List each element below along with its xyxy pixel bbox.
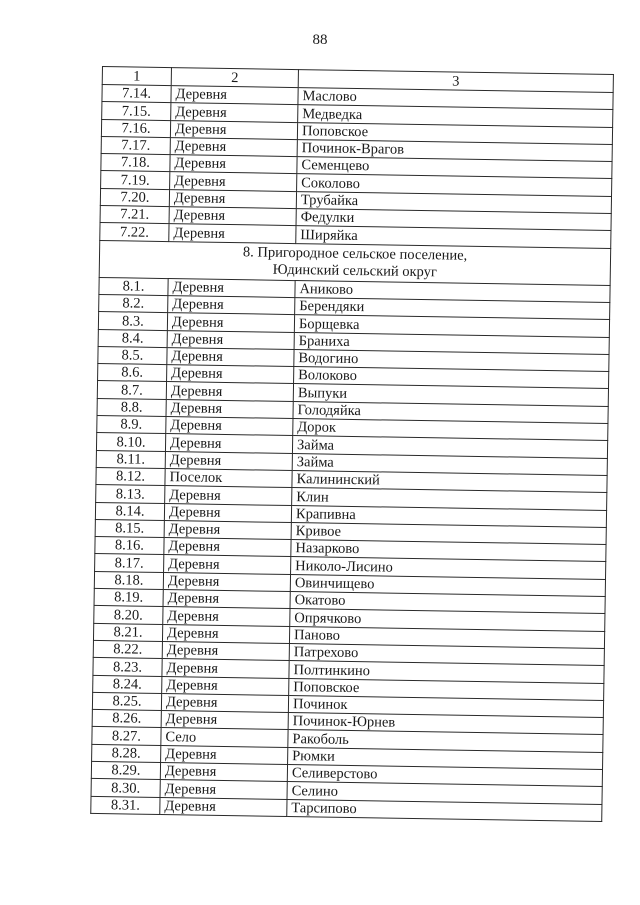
row-number-cell: 8.8. — [97, 398, 166, 416]
settlement-type-cell: Деревня — [160, 762, 287, 781]
settlement-type-cell: Деревня — [167, 347, 294, 366]
settlement-type-cell: Деревня — [165, 486, 292, 505]
row-number-cell: 8.2. — [99, 294, 168, 312]
settlement-name-cell: Клин — [292, 488, 607, 510]
settlement-name-cell: Селиверстово — [287, 764, 602, 786]
row-number-cell: 8.19. — [94, 588, 163, 606]
row-number-cell: 8.21. — [93, 623, 162, 641]
row-number-cell: 8.30. — [91, 779, 160, 797]
settlement-type-cell: Деревня — [161, 711, 288, 730]
row-number-cell: 7.14. — [102, 85, 171, 103]
row-number-cell: 8.23. — [93, 658, 162, 676]
settlement-type-cell: Деревня — [164, 503, 291, 522]
settlement-type-cell: Деревня — [162, 641, 289, 660]
settlement-type-cell: Деревня — [165, 451, 292, 470]
settlement-name-cell: Берендяки — [295, 298, 610, 320]
row-number-cell: 7.16. — [101, 119, 170, 137]
settlement-name-cell: Тарсипово — [287, 799, 602, 821]
settlement-name-cell: Семенцево — [297, 157, 612, 179]
settlement-name-cell: Селино — [287, 782, 602, 804]
settlement-type-cell: Деревня — [167, 330, 294, 349]
settlement-name-cell: Калининский — [292, 470, 607, 492]
row-number-cell: 8.13. — [96, 485, 165, 503]
settlement-name-cell: Голодяйка — [293, 401, 608, 423]
settlement-type-cell: Деревня — [170, 155, 297, 174]
settlement-type-cell: Деревня — [167, 365, 294, 384]
settlement-name-cell: Овинчищево — [290, 574, 605, 596]
row-number-cell: 8.22. — [93, 640, 162, 658]
settlement-type-cell: Деревня — [170, 172, 297, 191]
settlement-name-cell: Починок-Юрнев — [288, 713, 603, 735]
row-number-cell: 8.11. — [96, 450, 165, 468]
row-number-cell: 8.16. — [95, 537, 164, 555]
row-number-cell: 8.27. — [92, 727, 161, 745]
settlement-type-cell: Деревня — [171, 103, 298, 122]
settlement-name-cell: Полтинкино — [289, 661, 604, 683]
settlement-type-cell: Деревня — [162, 676, 289, 695]
row-number-cell: 7.18. — [101, 154, 170, 172]
settlement-name-cell: Волоково — [294, 367, 609, 389]
settlement-name-cell: Маслово — [298, 88, 613, 110]
settlement-type-cell: Деревня — [166, 399, 293, 418]
settlement-type-cell: Деревня — [167, 313, 294, 332]
row-number-cell: 7.17. — [101, 136, 170, 154]
row-number-cell: 7.19. — [101, 171, 170, 189]
row-number-cell: 8.3. — [98, 312, 167, 330]
settlement-type-cell: Деревня — [168, 278, 295, 297]
settlement-name-cell: Браниха — [294, 332, 609, 354]
settlement-name-cell: Займа — [292, 436, 607, 458]
settlement-type-cell: Деревня — [162, 624, 289, 643]
settlement-type-cell: Деревня — [169, 189, 296, 208]
row-number-cell: 8.12. — [96, 467, 165, 485]
row-number-cell: 8.9. — [97, 416, 166, 434]
row-number-cell: 8.24. — [93, 675, 162, 693]
row-number-cell: 7.20. — [100, 188, 169, 206]
row-number-cell: 7.22. — [100, 223, 169, 241]
section-title-line-2: Юдинский сельский округ — [272, 261, 437, 280]
settlement-name-cell: Починок-Врагов — [297, 139, 612, 161]
settlement-name-cell: Борщевка — [294, 315, 609, 337]
settlement-name-cell: Кривое — [291, 522, 606, 544]
settlement-name-cell: Рюмки — [288, 747, 603, 769]
settlement-type-cell: Деревня — [164, 555, 291, 574]
column-header-1: 1 — [102, 67, 171, 86]
settlement-name-cell: Николо-Лисино — [291, 557, 606, 579]
settlement-type-cell: Деревня — [160, 797, 287, 816]
row-number-cell: 8.17. — [95, 554, 164, 572]
settlement-name-cell: Окатово — [290, 592, 605, 614]
settlement-name-cell: Соколово — [297, 174, 612, 196]
settlement-type-cell: Деревня — [166, 382, 293, 401]
row-number-cell: 8.20. — [94, 606, 163, 624]
settlement-name-cell: Назарково — [291, 540, 606, 562]
row-number-cell: 8.5. — [98, 346, 167, 364]
settlement-type-cell: Деревня — [161, 745, 288, 764]
row-number-cell: 7.15. — [102, 102, 171, 120]
settlement-type-cell: Деревня — [164, 538, 291, 557]
row-number-cell: 8.6. — [98, 364, 167, 382]
settlement-type-cell: Деревня — [171, 86, 298, 105]
column-header-3: 3 — [298, 70, 613, 93]
settlement-type-cell: Деревня — [169, 224, 296, 243]
settlement-type-cell: Деревня — [160, 780, 287, 799]
settlement-name-cell: Крапивна — [291, 505, 606, 527]
row-number-cell: 7.21. — [100, 206, 169, 224]
settlement-type-cell: Деревня — [162, 659, 289, 678]
settlement-name-cell: Починок — [288, 695, 603, 717]
settlement-type-cell: Поселок — [165, 468, 292, 487]
row-number-cell: 8.1. — [99, 277, 168, 295]
settlement-name-cell: Трубайка — [296, 191, 611, 213]
settlements-table — [90, 66, 614, 822]
row-number-cell: 8.31. — [91, 796, 160, 814]
settlement-name-cell: Поповское — [289, 678, 604, 700]
settlement-type-cell: Деревня — [170, 137, 297, 156]
settlement-type-cell: Деревня — [163, 590, 290, 609]
section-title-line-1: 8. Пригородное сельское поселение, — [242, 243, 468, 264]
settlement-type-cell: Деревня — [169, 207, 296, 226]
settlement-name-cell: Выпуки — [293, 384, 608, 406]
settlement-type-cell: Деревня — [164, 520, 291, 539]
settlement-name-cell: Ширяйка — [296, 226, 611, 248]
row-number-cell: 8.25. — [92, 692, 161, 710]
settlement-type-cell: Деревня — [161, 693, 288, 712]
settlement-type-cell: Деревня — [163, 572, 290, 591]
row-number-cell: 8.7. — [97, 381, 166, 399]
settlement-type-cell: Деревня — [168, 296, 295, 315]
settlement-name-cell: Займа — [292, 453, 607, 475]
settlement-type-cell: Деревня — [166, 417, 293, 436]
settlement-name-cell: Паново — [289, 626, 604, 648]
settlement-name-cell: Ракоболь — [288, 730, 603, 752]
settlement-type-cell: Деревня — [163, 607, 290, 626]
settlement-name-cell: Дорок — [293, 419, 608, 441]
row-number-cell: 8.26. — [92, 710, 161, 728]
row-number-cell: 8.28. — [92, 744, 161, 762]
settlement-type-cell: Село — [161, 728, 288, 747]
settlement-type-cell: Деревня — [170, 120, 297, 139]
page-number: 88 — [312, 32, 328, 48]
settlement-type-cell: Деревня — [165, 434, 292, 453]
table-body — [91, 67, 614, 822]
settlement-name-cell: Аниково — [295, 280, 610, 302]
column-header-2: 2 — [171, 68, 298, 88]
settlement-name-cell: Федулки — [296, 209, 611, 231]
settlement-name-cell: Патрехово — [289, 643, 604, 665]
settlement-name-cell: Медведка — [298, 105, 613, 127]
settlement-name-cell: Опрячково — [290, 609, 605, 631]
row-number-cell: 8.15. — [95, 519, 164, 537]
settlement-name-cell: Водогино — [294, 349, 609, 371]
row-number-cell: 8.18. — [94, 571, 163, 589]
row-number-cell: 8.14. — [95, 502, 164, 520]
settlement-name-cell: Поповское — [297, 122, 612, 144]
row-number-cell: 8.10. — [96, 433, 165, 451]
row-number-cell: 8.4. — [98, 329, 167, 347]
row-number-cell: 8.29. — [91, 761, 160, 779]
